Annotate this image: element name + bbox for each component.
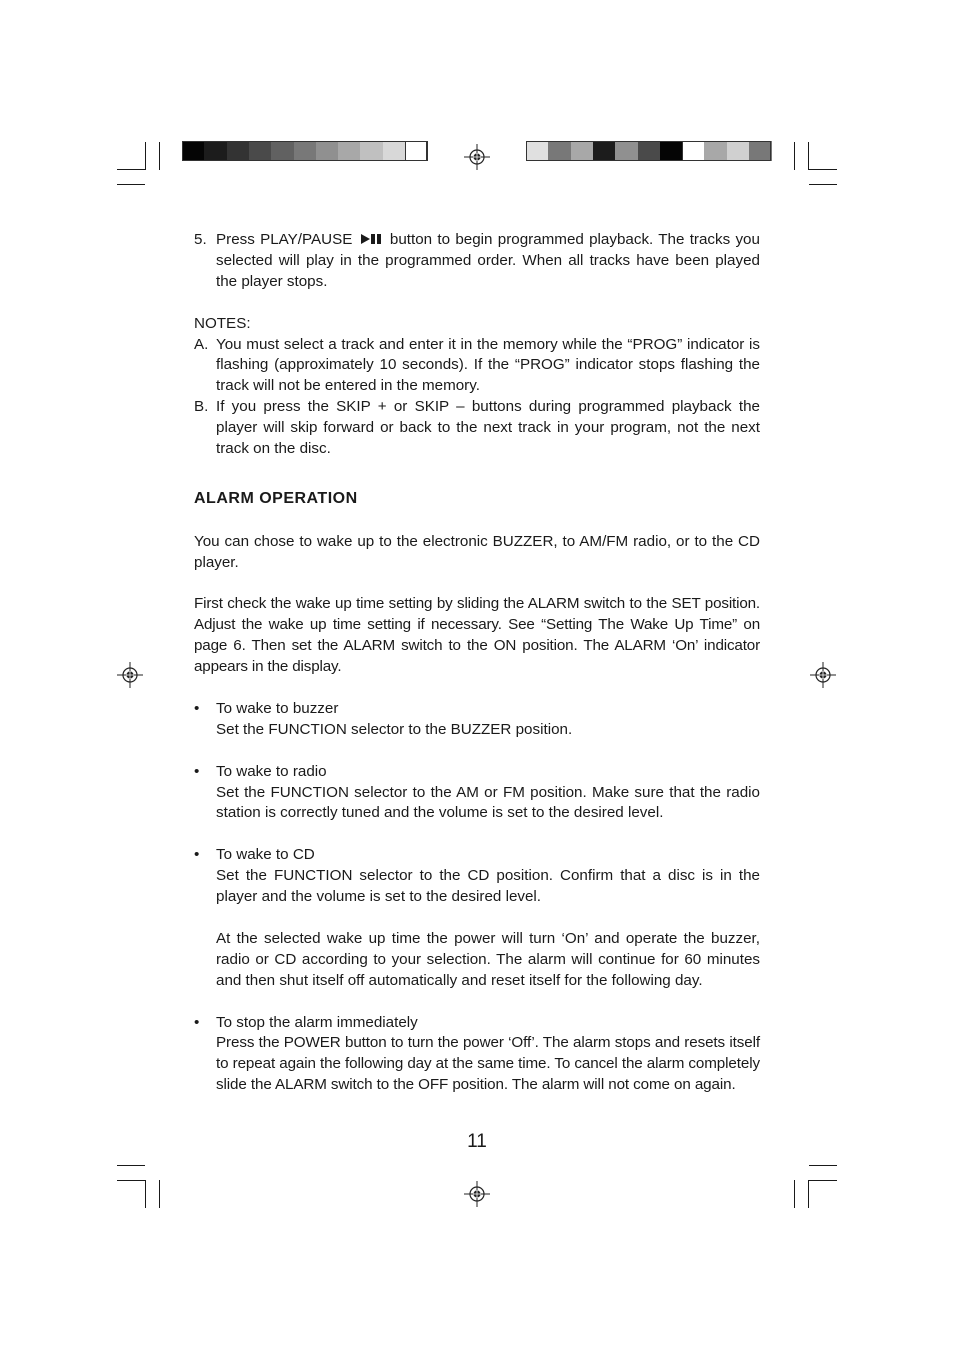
step-marker: 5.: [194, 231, 207, 248]
registration-target-icon: [464, 144, 490, 170]
bullet-item: [194, 762, 760, 825]
bullet-icon: •: [194, 846, 200, 864]
crop-mark: [808, 142, 809, 170]
registration-target-icon: [117, 662, 143, 688]
step-text-before: Press PLAY/PAUSE: [216, 231, 353, 248]
crop-mark: [117, 169, 145, 170]
bullet-title: To wake to CD: [216, 846, 315, 864]
notes-title: NOTES:: [194, 314, 251, 332]
bullet-item: [194, 845, 760, 991]
bullet-text: Set the FUNCTION selector to the AM or FM position. Make sure that the radio station is correctly tuned and the volume is set to the desired level.: [216, 783, 760, 822]
crop-mark: [809, 169, 837, 170]
note-text: If you press the SKIP + or SKIP – buttons during programmed playback the player will skip forward or back to the next track in your program, not the next track on the disc.: [216, 398, 760, 458]
bullet-text: Set the FUNCTION selector to the CD position. Confirm that a disc is in the player and the volume is set to the desired level.: [216, 867, 760, 906]
crop-mark: [117, 184, 145, 185]
bullet-title: To wake to radio: [216, 762, 327, 780]
crop-mark: [809, 1165, 837, 1166]
color-bar-frame: [182, 141, 427, 161]
bullet-text: Set the FUNCTION selector to the BUZZER position.: [216, 720, 573, 738]
registration-target-icon: [464, 1181, 490, 1207]
crop-mark: [117, 1180, 145, 1181]
page-content: [194, 230, 760, 1096]
bullet-icon: •: [194, 1013, 200, 1031]
crop-mark: [145, 142, 146, 170]
alarm-intro: You can chose to wake up to the electronic BUZZER, to AM/FM radio, or to the CD player.: [194, 532, 760, 571]
crop-mark: [809, 184, 837, 185]
crop-mark: [159, 142, 160, 170]
crop-mark: [117, 1165, 145, 1166]
alarm-check-paragraph: First check the wake up time setting by sliding the ALARM switch to the SET position. Adjust the wake up time setting if necessary. See “Setting The Wake Up Time” on page 6. Then set the ALARM switch to the ON position. The ALARM ‘On’ indicator appears in the display.: [194, 595, 760, 676]
bullet-icon: •: [194, 762, 200, 780]
color-bar-frame: [526, 141, 771, 161]
bullet-extra-text: At the selected wake up time the power will turn ‘On’ and operate the buzzer, radio or CD according to your selection. The alarm will continue for 60 minutes and then shut itself off automatically and reset itself for the following day.: [216, 929, 760, 989]
play-pause-icon: [361, 233, 383, 245]
note-text: You must select a track and enter it in the memory while the “PROG” indicator is flashing (approximately 10 seconds). If the “PROG” indicator stops flashing the track will not be entered in the memory.: [216, 335, 760, 395]
crop-mark: [794, 142, 795, 170]
bullet-item: [194, 699, 760, 741]
note-item: [194, 397, 760, 460]
bullet-icon: •: [194, 699, 200, 717]
step-text-after: button to begin programmed playback. The tracks you selected will play in the programmed order. When all tracks have been played the player stops.: [216, 231, 760, 290]
bullet-title: To wake to buzzer: [216, 699, 339, 717]
bullet-item: [194, 1013, 760, 1097]
page-number: 11: [467, 1131, 487, 1152]
bullet-title: To stop the alarm immediately: [216, 1013, 418, 1031]
crop-mark: [794, 1180, 795, 1208]
crop-mark: [145, 1180, 146, 1208]
note-item: [194, 335, 760, 398]
section-heading: ALARM OPERATION: [194, 489, 358, 507]
crop-mark: [159, 1180, 160, 1208]
step-5: [194, 230, 760, 293]
bullet-text: Press the POWER button to turn the power ‘Off’. The alarm stops and resets itself to repeat again the following day at the same time. To cancel the alarm completely slide the ALARM switch to the OFF position. The alarm will not come on again.: [216, 1034, 760, 1094]
note-marker: B.: [194, 398, 209, 416]
crop-mark: [809, 1180, 837, 1181]
note-marker: A.: [194, 335, 209, 353]
registration-target-icon: [810, 662, 836, 688]
crop-mark: [808, 1180, 809, 1208]
